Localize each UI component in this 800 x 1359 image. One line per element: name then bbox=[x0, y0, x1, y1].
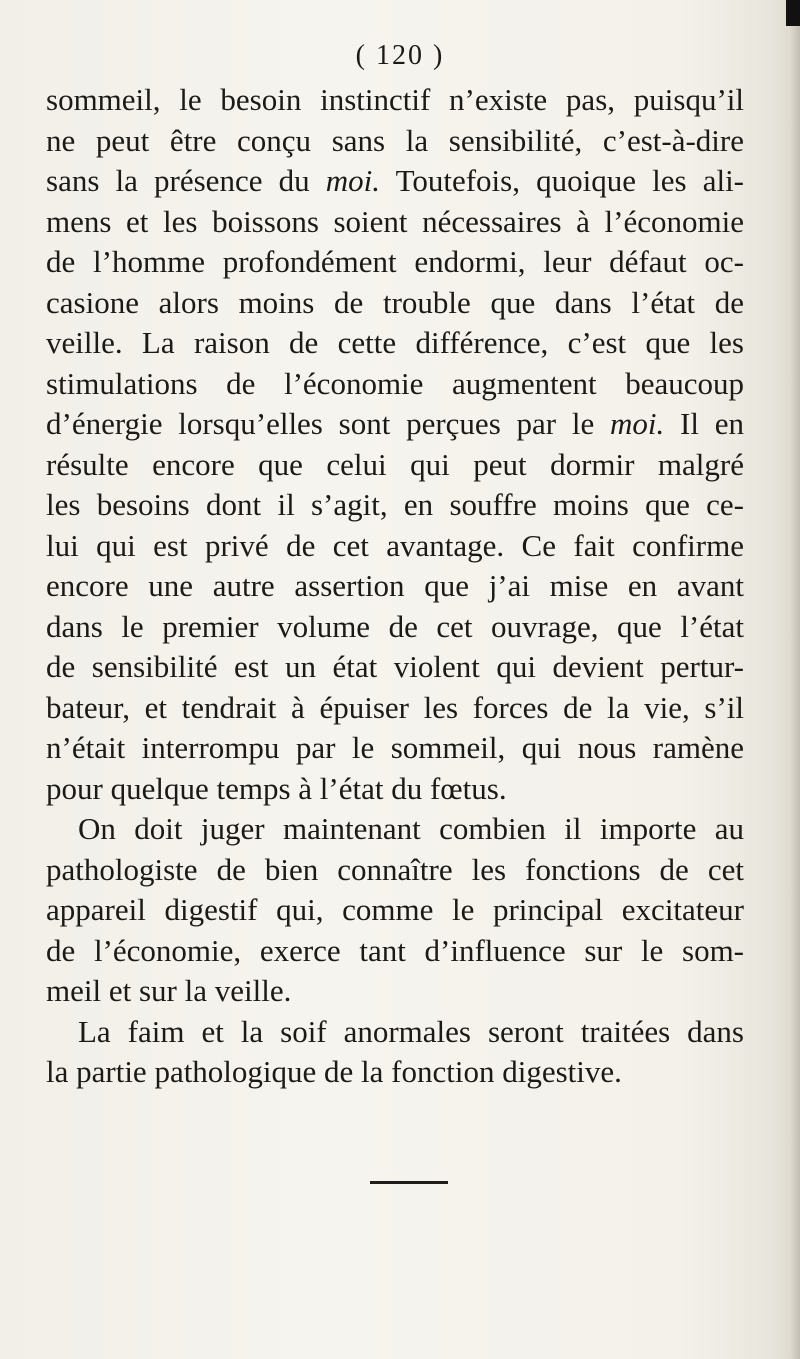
text-line: stimulations de l’économie augmentent beaucoup bbox=[46, 365, 744, 401]
text-line bbox=[46, 161, 744, 202]
paragraph-start-line: On doit juger maintenant combien il importe au bbox=[78, 811, 744, 846]
text-line: mens et les boissons soient nécessaires à l’économie bbox=[46, 203, 744, 239]
text-segment: Toutefois, quoique les ali- bbox=[380, 163, 745, 198]
text-line: bateur, et tendrait à épuiser les forces de la vie, s’il bbox=[46, 689, 744, 725]
text-line bbox=[46, 404, 744, 445]
text-line: appareil digestif qui, comme le principal excitateur bbox=[46, 892, 744, 927]
text-line: résulte encore que celui qui peut dormir malgré bbox=[46, 446, 744, 482]
text-line: veille. La raison de cette différence, c’est que les bbox=[46, 325, 744, 360]
body-text bbox=[46, 80, 744, 1093]
text-line: de l’économie, exerce tant d’influence sur le som- bbox=[46, 932, 744, 968]
text-line: sommeil, le besoin instinctif n’existe pas, puisqu’il bbox=[46, 82, 744, 117]
italic-term: moi. bbox=[610, 406, 665, 441]
text-line: casione alors moins de trouble que dans l’état de bbox=[46, 284, 744, 320]
text-segment: sans la présence du bbox=[46, 163, 326, 198]
text-line: la partie pathologique de la fonction digestive. bbox=[46, 1054, 622, 1089]
page-edge-shadow bbox=[790, 26, 800, 1359]
text-line: pour quelque temps à l’état du fœtus. bbox=[46, 770, 507, 806]
text-line: de sensibilité est un état violent qui devient pertur- bbox=[46, 649, 744, 684]
text-segment: Il en bbox=[664, 406, 744, 441]
text-line: n’était interrompu par le sommeil, qui nous ramène bbox=[46, 730, 744, 765]
text-line: dans le premier volume de cet ouvrage, que l’état bbox=[46, 608, 744, 644]
text-line: les besoins dont il s’agit, en souffre moins que ce- bbox=[46, 487, 744, 522]
text-segment: d’énergie lorsqu’elles sont perçues par le bbox=[46, 406, 611, 441]
page-number: ( 120 ) bbox=[355, 40, 445, 71]
text-line: pathologiste de bien connaître les fonctions de cet bbox=[46, 851, 744, 887]
text-line: encore une autre assertion que j’ai mise en avant bbox=[46, 568, 744, 603]
text-line: meil et sur la veille. bbox=[46, 973, 292, 1008]
binding-edge-mark bbox=[786, 0, 800, 26]
text-line: lui qui est privé de cet avantage. Ce fait confirme bbox=[46, 527, 744, 563]
text-line: de l’homme profondément endormi, leur défaut oc- bbox=[46, 244, 744, 279]
section-end-rule bbox=[370, 1181, 448, 1184]
text-line: ne peut être conçu sans la sensibilité, c’est-à-dire bbox=[46, 122, 744, 158]
italic-term: moi. bbox=[325, 163, 380, 198]
paragraph-start-line: La faim et la soif anormales seront traitées dans bbox=[78, 1013, 744, 1049]
